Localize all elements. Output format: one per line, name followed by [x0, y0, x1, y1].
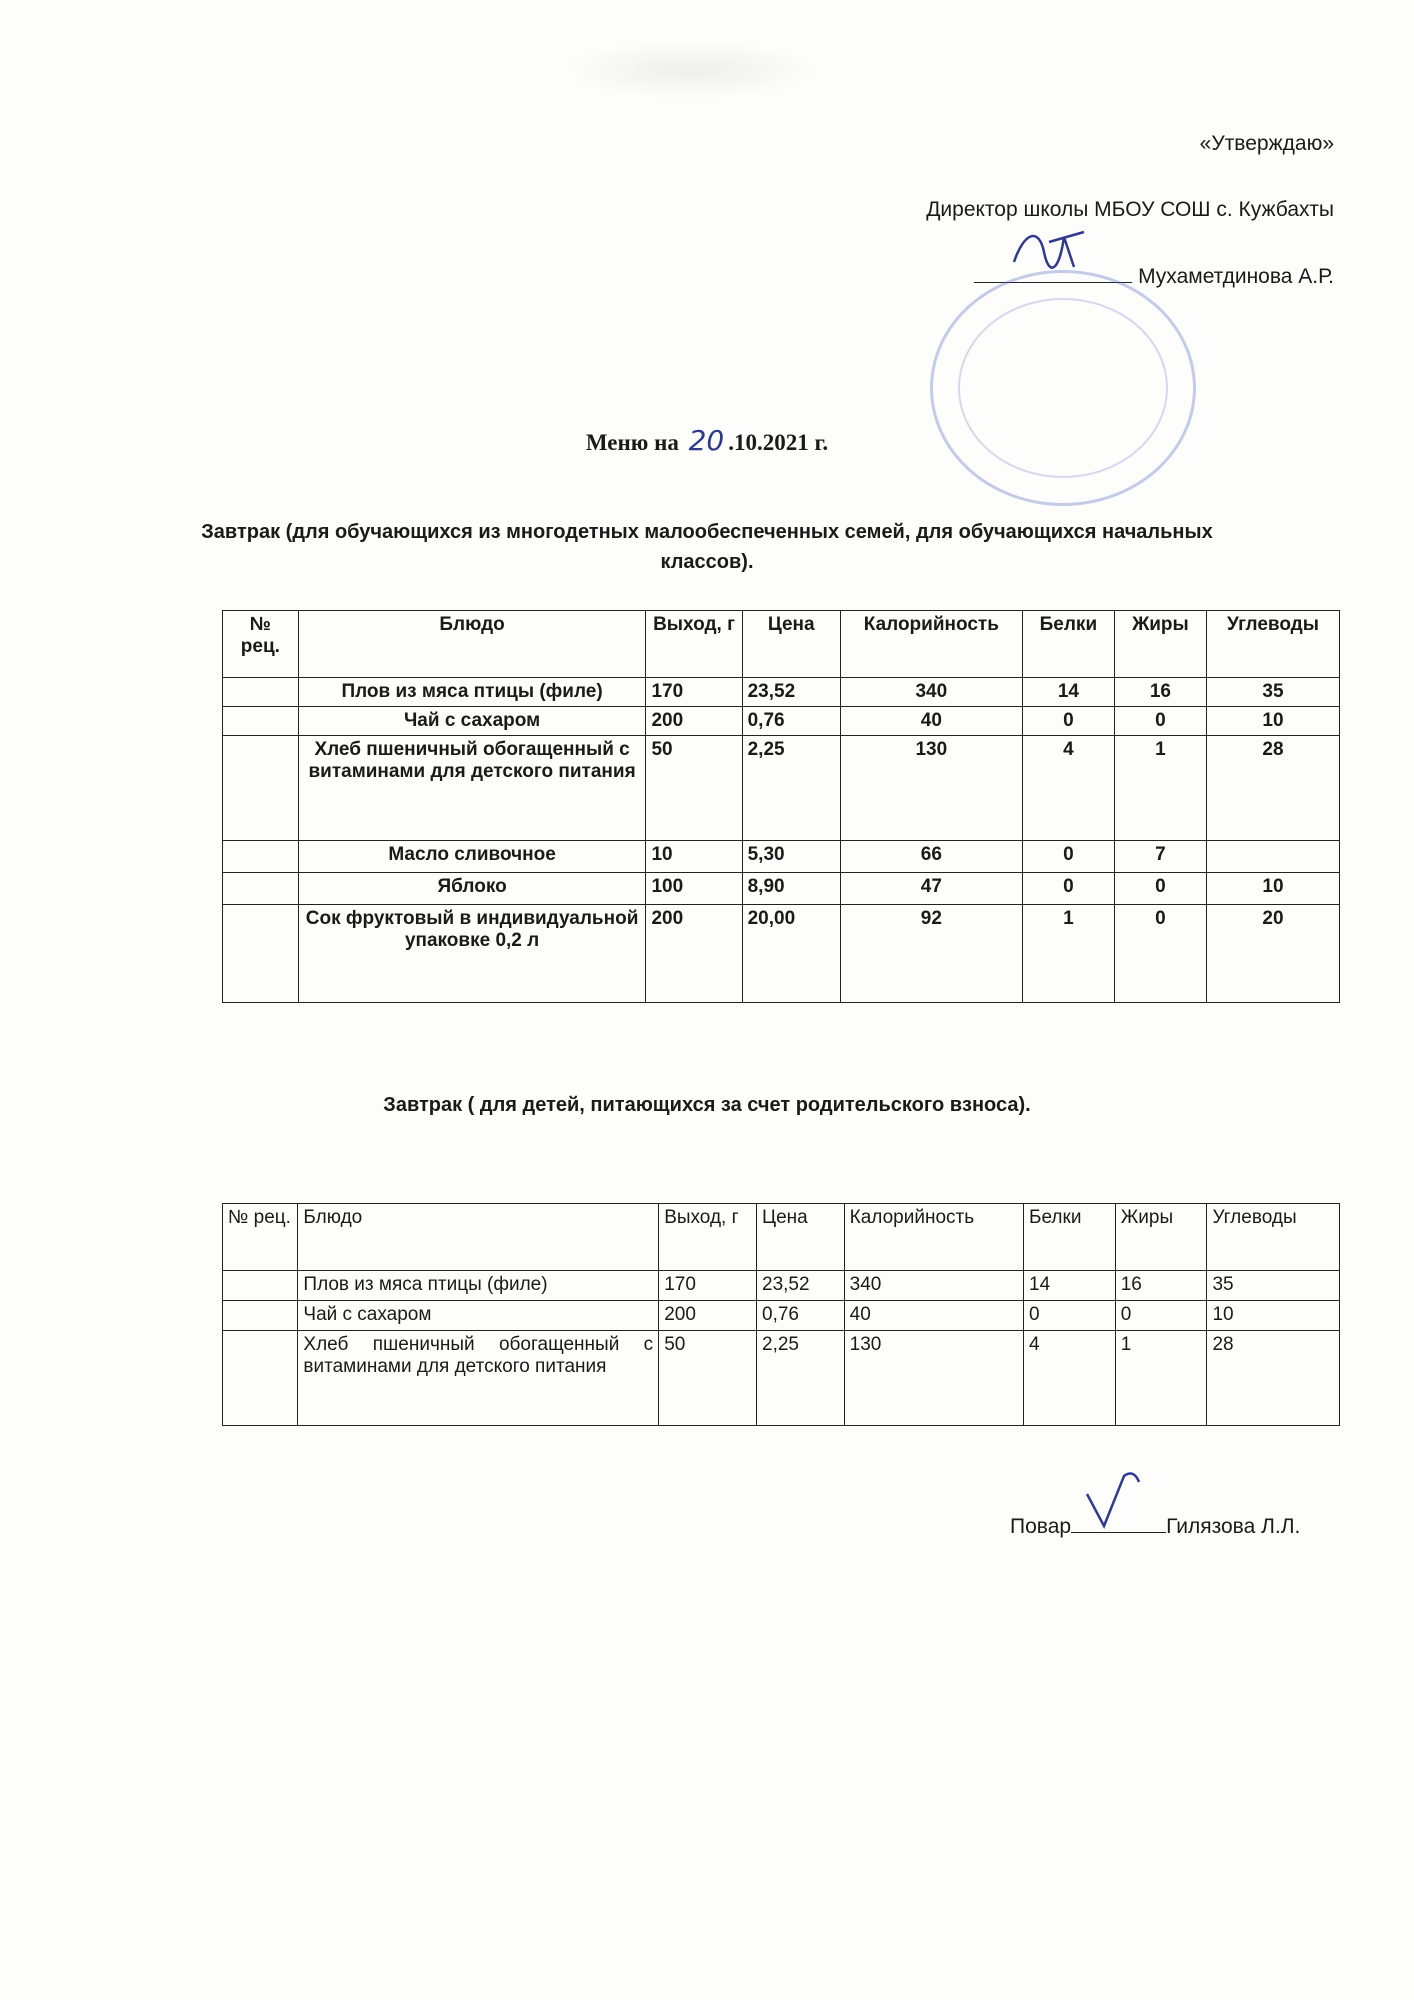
handwritten-day: 20	[688, 424, 725, 457]
header-cell: Блюдо	[298, 1204, 659, 1271]
cook-signature	[1071, 1512, 1166, 1533]
section1-heading: Завтрак (для обучающихся из многодетных малообеспеченных семей, для обучающихся начальных классов).	[201, 521, 1213, 573]
header-cell: Белки	[1022, 611, 1114, 678]
table-row: Плов из мяса птицы (филе) 170 23,52 340 14 16 35	[223, 1271, 1340, 1301]
menu-table-2	[222, 1203, 1340, 1426]
page-title: Меню на 20 .10.2021 г.	[585, 424, 829, 457]
header-cell: Белки	[1024, 1204, 1116, 1271]
header-cell: Калорийность	[840, 611, 1022, 678]
table-row: Плов из мяса птицы (филе) 170 23,52 340 14 16 35	[223, 678, 1340, 707]
cook-name: Гилязова Л.Л.	[1166, 1515, 1301, 1538]
menu-table-1	[222, 610, 1340, 1003]
table-row: Хлеб пшеничный обогащенный с витаминами для детского питания 50 2,25 130 4 1 28	[223, 1331, 1340, 1426]
section2-heading: Завтрак ( для детей, питающихся за счет родительского взноса).	[383, 1094, 1031, 1116]
table-row: Масло сливочное 10 5,30 66 0 7	[223, 841, 1340, 873]
signature-checkmark-icon	[1079, 1464, 1159, 1534]
header-cell: Углеводы	[1206, 611, 1339, 678]
header-cell: Выход, г	[659, 1204, 757, 1271]
table-row: Яблоко 100 8,90 47 0 0 10	[223, 873, 1340, 905]
table-header-row	[223, 611, 1340, 678]
director-line: Директор школы МБОУ СОШ с. Кужбахты	[926, 198, 1334, 221]
header-cell: Цена	[757, 1204, 845, 1271]
school-stamp	[930, 270, 1196, 506]
header-cell: № рец.	[223, 611, 299, 678]
table-row: Сок фруктовый в индивидуальной упаковке 0,2 л 200 20,00 92 1 0 20	[223, 905, 1340, 1003]
header-cell: Жиры	[1115, 1204, 1207, 1271]
approve-label: «Утверждаю»	[1199, 132, 1334, 155]
header-cell: Калорийность	[844, 1204, 1023, 1271]
header-cell: Цена	[742, 611, 840, 678]
cook-signature-block	[1010, 1512, 1300, 1539]
table-row: Чай с сахаром 200 0,76 40 0 0 10	[223, 1301, 1340, 1331]
scan-smudge	[560, 40, 820, 100]
header-cell: Углеводы	[1207, 1204, 1340, 1271]
header-cell: Жиры	[1114, 611, 1206, 678]
table-header-row	[223, 1204, 1340, 1271]
table-row: Хлеб пшеничный обогащенный с витаминами для детского питания 50 2,25 130 4 1 28	[223, 736, 1340, 841]
table-row: Чай с сахаром 200 0,76 40 0 0 10	[223, 707, 1340, 736]
director-name: Мухаметдинова А.Р.	[1138, 265, 1334, 288]
header-cell: Блюдо	[298, 611, 646, 678]
cook-label: Повар	[1010, 1515, 1072, 1538]
header-cell: № рец.	[223, 1204, 298, 1271]
header-cell: Выход, г	[646, 611, 742, 678]
